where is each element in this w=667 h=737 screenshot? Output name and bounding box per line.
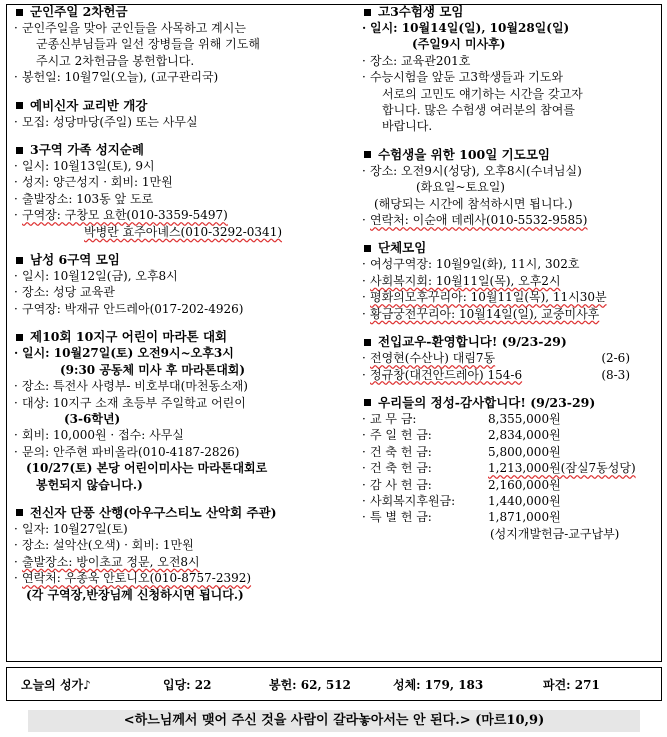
offering-note: (성지개발헌금-교구납부) — [490, 526, 620, 541]
right-column — [360, 4, 650, 554]
offering-label: · 주 일 헌 금: — [370, 428, 432, 443]
line: · 수능시험을 앞둔 고3학생들과 기도와 — [360, 69, 650, 85]
line: · 장소: 특전사 사령부- 비호부대(마천동소재) — [12, 378, 342, 394]
offering-amount: 8,355,000원 — [488, 411, 561, 426]
line: · 평화의모후꾸리아: 10월11일(목), 11시30분 — [360, 289, 650, 305]
section-senior-students — [360, 4, 650, 135]
bullet-square-icon — [16, 147, 23, 154]
offering-row — [360, 427, 650, 443]
section-group-meetings — [360, 240, 650, 322]
line: · 장소: 오전9시(성당), 오후8시(수녀님실) — [360, 163, 650, 179]
line: 바랍니다. — [382, 119, 433, 134]
line: · 회비: 10,000원 · 접수: 사무실 — [12, 427, 342, 443]
line: · 일시: 10월27일(토) 오전9시~오후3시 — [12, 345, 342, 361]
list-item — [360, 350, 650, 366]
line: · 봉헌일: 10월7일(오늘), (교구관리국) — [12, 69, 342, 85]
line: (10/27(토) 본당 어린이미사는 마라톤대회로 — [26, 461, 268, 476]
section-title: 단체모임 — [378, 240, 427, 256]
section-mens-group — [12, 252, 342, 317]
bullet-square-icon — [364, 339, 371, 346]
offering-row — [360, 477, 650, 493]
line: (3-6학년) — [64, 411, 121, 426]
section-catechumen — [12, 98, 342, 130]
section-title: 예비신자 교리반 개강 — [30, 97, 148, 113]
bullet-square-icon — [364, 151, 371, 158]
district-code: (2-6) — [601, 351, 630, 366]
offering-row — [360, 509, 650, 525]
line: · 문의: 안주현 파비올라(010-4187-2826) — [12, 444, 342, 460]
line: · 모집: 성당마당(주일) 또는 사무실 — [12, 114, 342, 130]
line: 박병란 효주아녜스(010-3292-0341) — [84, 224, 283, 239]
section-title: 남성 6구역 모임 — [30, 252, 120, 268]
list-item — [360, 367, 650, 383]
line: · 일시: 10월14일(일), 10월28일(일) — [360, 20, 650, 36]
bullet-square-icon — [16, 509, 23, 516]
section-prayer-meeting — [360, 147, 650, 229]
line: · 출발장소: 방이초교 정문, 오전8시 — [12, 554, 342, 570]
section-title: 군인주일 2차헌금 — [30, 4, 128, 19]
person-name: · 정규창(대건안드레아) 154-6 — [370, 367, 523, 382]
line: · 장소: 교육관201호 — [360, 53, 650, 69]
section-new-parishioners — [360, 334, 650, 383]
line: · 성지: 양근성지 · 회비: 1만원 — [12, 174, 342, 190]
line: · 연락처: 이순애 데레사(010-5532-9585) — [360, 212, 650, 228]
line: · 장소: 성당 교육관 — [12, 284, 342, 300]
line: · 군인주일을 맞아 군인들을 사목하고 계시는 — [12, 20, 342, 36]
line: · 황금궁전꾸리아: 10월14일(일), 교중미사후 — [360, 306, 650, 322]
offering-amount: 1,213,000원(잠실7동성당) — [488, 461, 636, 476]
offering-amount: 2,834,000원 — [488, 428, 561, 443]
line: (9:30 공동체 미사 후 마라톤대회) — [60, 362, 246, 377]
bible-quote: <하느님께서 맺어 주신 것을 사람이 갈라놓아서는 안 된다.> (마르10,9) — [28, 710, 640, 732]
section-title: 3구역 가족 성지순례 — [30, 142, 145, 158]
section-military-sunday — [12, 4, 342, 86]
section-pilgrimage — [12, 142, 342, 240]
line: · 출발장소: 103동 앞 도로 — [12, 191, 342, 207]
bullet-square-icon — [364, 245, 371, 252]
line: · 장소: 설악산(오색) · 회비: 1만원 — [12, 537, 342, 553]
line: · 일시: 10월12일(금), 오후8시 — [12, 268, 342, 284]
offering-row — [360, 444, 650, 460]
mass-stats-bar — [6, 667, 662, 701]
dismissal-hymn: 파견: 271 — [543, 677, 600, 692]
line: 주시고 2차헌금을 봉헌합니다. — [36, 53, 195, 68]
offering-amount: 1,871,000원 — [488, 510, 561, 525]
entrance-hymn: 입당: 22 — [163, 677, 212, 692]
offering-label: · 건 축 헌 금: — [370, 461, 432, 476]
district-code: (8-3) — [601, 367, 630, 382]
line: (해당되는 시간에 참석하시면 됩니다.) — [374, 196, 573, 211]
line: 합니다. 많은 수험생 여러분의 참여를 — [382, 103, 575, 118]
offering-label: · 감 사 헌 금: — [370, 477, 432, 492]
line: · 구역장: 구창모 요한(010-3359-5497) — [12, 207, 342, 223]
offering-row — [360, 493, 650, 509]
person-name: · 전영현(수산나) 대림7동 — [370, 351, 496, 366]
line: · 일자: 10월27일(토) — [12, 521, 342, 537]
offering-label: · 특 별 헌 금: — [370, 510, 432, 525]
section-title: 우리들의 정성-감사합니다! (9/23-29) — [378, 394, 596, 410]
section-title: 전신자 단풍 산행(아우구스티노 산악회 주관) — [30, 504, 277, 520]
bullet-square-icon — [16, 9, 23, 16]
offering-amount: 2,160,000원 — [488, 477, 561, 492]
offering-row — [360, 460, 650, 476]
offering-label: · 사회복지후원금: — [370, 493, 456, 508]
offering-amount: 5,800,000원 — [488, 444, 561, 459]
communion-hymn: 성체: 179, 183 — [393, 677, 484, 692]
bullet-square-icon — [16, 334, 23, 341]
offering-row — [360, 411, 650, 427]
line: · 대상: 10지구 소재 초등부 주일학교 어린이 — [12, 395, 342, 411]
bullet-square-icon — [16, 102, 23, 109]
section-title: 수험생을 위한 100일 기도모임 — [378, 146, 550, 162]
offering-label: · 건 축 헌 금: — [370, 444, 432, 459]
offertory-hymn: 봉헌: 62, 512 — [269, 677, 351, 692]
line: (주일9시 미사후) — [412, 37, 506, 52]
line: · 여성구역장: 10월9일(화), 11시, 302호 — [360, 256, 650, 272]
section-marathon — [12, 329, 342, 493]
offering-label: · 교 무 금: — [370, 411, 417, 426]
line: · 일시: 10월13일(토), 9시 — [12, 158, 342, 174]
left-column — [12, 4, 342, 615]
hymn-label: 오늘의 성가♪ — [21, 677, 91, 692]
section-title: 전입교우-환영합니다! (9/23-29) — [378, 334, 567, 350]
bullet-square-icon — [16, 257, 23, 264]
line: 군종신부님들과 일선 장병들을 위해 기도해 — [36, 37, 260, 52]
line: (각 구역장,반장님께 신청하시면 됩니다.) — [26, 587, 244, 602]
section-title: 제10회 10지구 어린이 마라톤 대회 — [30, 329, 228, 345]
line: · 사회복지회: 10월11일(목), 오후2시 — [360, 273, 650, 289]
line: 서로의 고민도 얘기하는 시간을 갖고자 — [382, 86, 583, 101]
bullet-square-icon — [364, 399, 371, 406]
line: · 구역장: 박재규 안드레아(017-202-4926) — [12, 301, 342, 317]
line: 봉헌되지 않습니다.) — [36, 477, 143, 492]
bullet-square-icon — [364, 9, 371, 16]
offering-amount: 1,440,000원 — [488, 493, 561, 508]
section-hiking — [12, 505, 342, 603]
line: (화요일~토요일) — [416, 180, 505, 195]
section-title: 고3수험생 모임 — [378, 4, 464, 19]
line: · 연락처: 우종욱 안토니오(010-8757-2392) — [12, 570, 342, 586]
section-offerings — [360, 395, 650, 542]
